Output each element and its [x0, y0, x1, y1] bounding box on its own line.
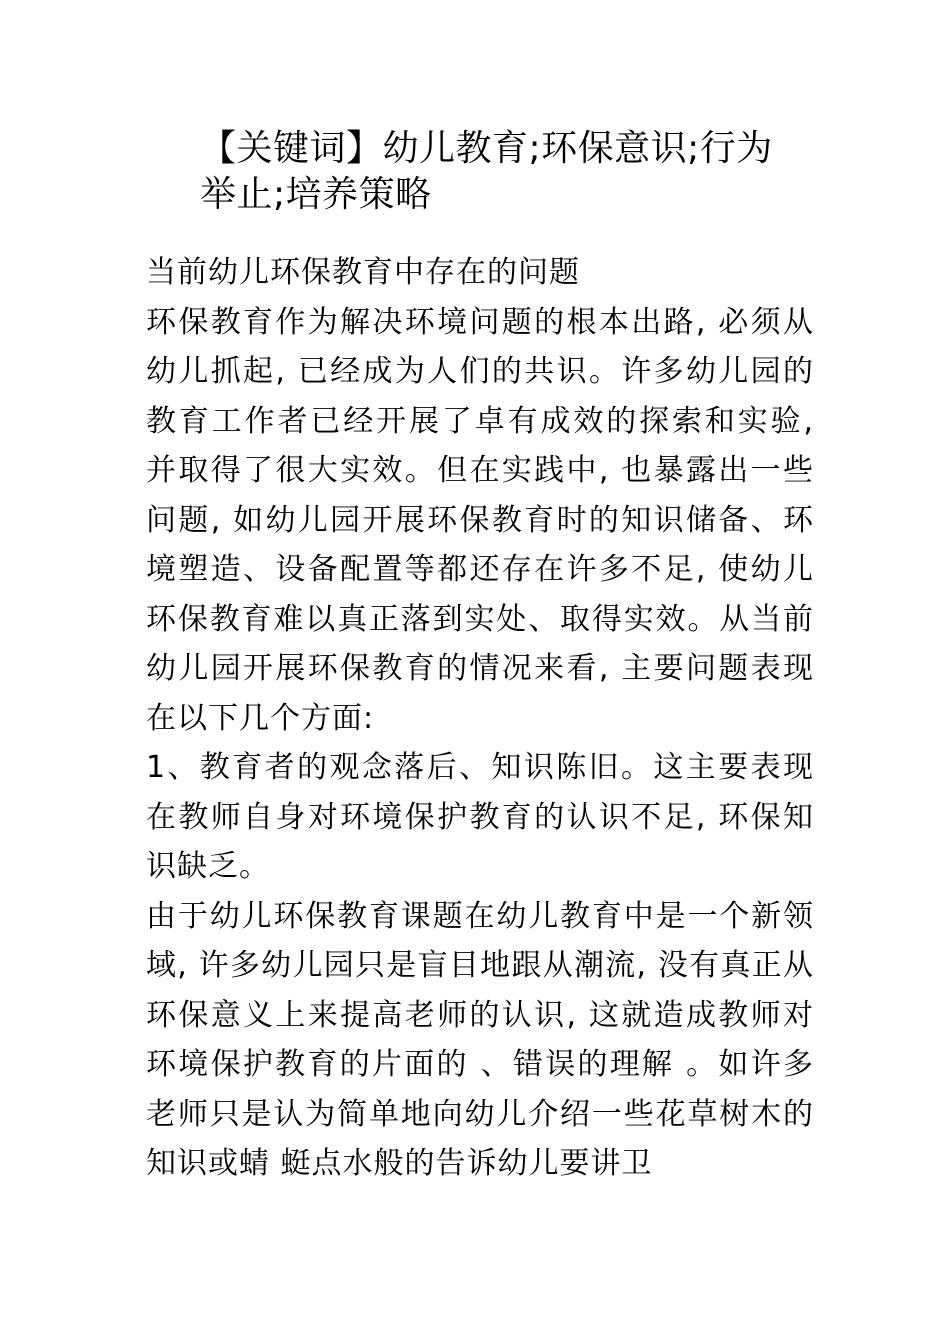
paragraph-intro: 环保教育作为解决环境问题的根本出路, 必须从幼儿抓起, 已经成为人们的共识。许多幼儿园的教育工作者已经开展了卓有成效的探索和实验, 并取得了很大实效。但在实践中, 也暴露出一些问题, 如幼儿园开展环保教育时的知识储备、环境塑造、设备配置等都还存在许多不足, 使幼儿环保教育难以真正落到实处、取得实效。从当前幼儿园开展环保教育的情况来看, 主要问题表现在以下几个方面: [146, 304, 814, 736]
keywords-line-1: 【关键词】幼儿教育;环保意识;行为 [200, 128, 773, 169]
keywords-line-2: 举止;培养策略 [200, 174, 432, 215]
keywords-block [200, 126, 820, 218]
body-text [146, 248, 814, 1189]
paragraph-point-1: 1、教育者的观念落后、知识陈旧。这主要表现在教师自身对环境保护教育的认识不足, 环保知识缺乏。 [146, 750, 814, 884]
section-heading: 当前幼儿环保教育中存在的问题 [146, 255, 580, 290]
paragraph-explanation: 由于幼儿环保教育课题在幼儿教育中是一个新领域, 许多幼儿园只是盲目地跟从潮流, 没有真正从环保意义上来提高老师的认识, 这就造成教师对环境保护教育的片面的 、错误的理解 。如许多老师只是认为简单地向幼儿介绍一些花草树木的知识或蜻 蜓点水般的告诉幼儿要讲卫 [146, 898, 814, 1181]
